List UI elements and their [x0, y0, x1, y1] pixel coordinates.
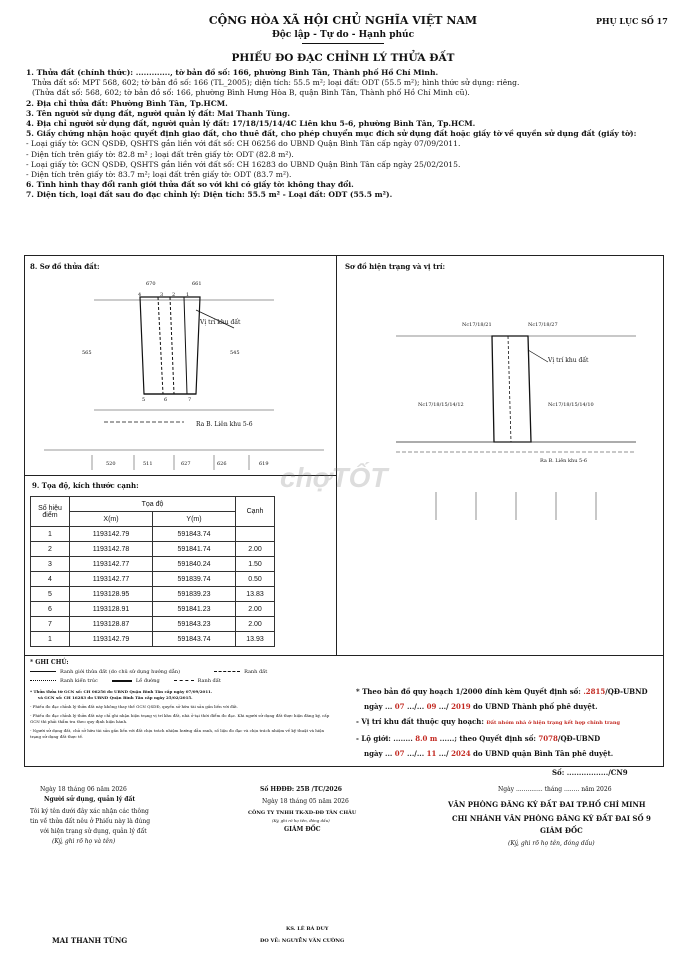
planning-text: /QĐ-UBND [605, 687, 648, 696]
point-label: 7 [188, 397, 192, 403]
table-row: 5 1193128.95 591839.23 13.83 [31, 587, 275, 602]
parcel-boundary [140, 297, 200, 394]
office-director: GIÁM ĐỐC [540, 826, 583, 835]
neighbor-label: Nc17/18/27 [528, 322, 558, 328]
owner-statement: Tôi ký tên dưới đây xác nhận các thông [30, 808, 149, 815]
note-line: và GCN số: CH 16283 do UBND Quận Bình Tân cấp ngày 25/02/2015. [38, 695, 193, 700]
owner-statement: với hiện trạng sử dụng, quản lý đất [40, 828, 147, 835]
table-row: 6 1193128.91 591841.23 2.00 [31, 602, 275, 617]
office-branch: CHI NHÁNH VĂN PHÒNG ĐĂNG KÝ ĐẤT ĐAI SỐ 9 [452, 814, 651, 823]
land-info [26, 68, 676, 201]
col-point: Số hiệu điểm [31, 497, 70, 527]
motto-underline [302, 43, 384, 44]
parcel-split [184, 297, 187, 394]
neighbor-parcel: 661 [192, 281, 202, 287]
legend-text: Ranh giới thửa đất (do chủ sử dụng hướng dẫn) [60, 668, 181, 675]
col-x: X(m) [70, 512, 153, 527]
office-sign-hint: (Ký, ghi rõ họ tên, đóng dấu) [508, 840, 595, 847]
info-line: 5. Giấy chứng nhận hoặc quyết định giao đất, cho thuê đất, cho phép chuyển mục đích sử dụng đất hoặc giấy tờ về quyền sử dụng đất (giấy tờ): [26, 129, 637, 139]
parcel-boundary [492, 336, 531, 442]
neighbor-label: Nc17/18/21 [462, 322, 492, 328]
neighbor-parcel: 545 [230, 350, 240, 356]
planning-text: * Theo bản đồ quy hoạch 1/2000 đính kèm Quyết định số: [356, 687, 581, 696]
site-sketch-title: Sơ đồ hiện trạng và vị trí: [345, 262, 446, 271]
notes-divider [24, 655, 663, 656]
coords-title: 9. Tọa độ, kích thước cạnh: [32, 481, 139, 490]
planning-block: * Theo bản đồ quy hoạch 1/2000 đính kèm Quyết định số: .2815/QĐ-UBND ngày ... 07 .../... 09 .../ 2019 do UBND Thành phố phê duyệt. - Vị trí khu đất thuộc quy hoạch: Đất nhóm nhà ở hiện trạng kết hợp chỉnh trang - Lộ giới: ........ 8.0 m ......; theo Quyết định số: 7078/QĐ-UBND ngày ... 07 .../... 11 .../ 2024 do UBND quận Bình Tân phê duyệt. [356, 687, 648, 758]
planning-value: .2815 [583, 687, 606, 696]
info-line: (Thửa đất số: 568, 602; tờ bản đồ số: 166, phường Bình Hưng Hòa B, quận Bình Tân, Thành phố Hồ Chí Minh cũ). [32, 88, 470, 98]
appendix-label: PHỤ LỤC SỐ 17 [596, 16, 668, 26]
col-y: Y(m) [153, 512, 236, 527]
neighbor-label: Nc17/18/15/14/12 [418, 402, 464, 408]
info-line: 2. Địa chỉ thửa đất: Phường Bình Tân, Tp.HCM. [26, 98, 228, 108]
neighbor-label: Nc17/18/15/14/10 [548, 402, 594, 408]
neighbor-parcel: 670 [146, 281, 156, 287]
company-name: CÔNG TY TNHH TK-XD-ĐĐ TÂN CHÂU [248, 810, 357, 816]
owner-statement: tin về thửa đất nêu ở Phiếu này là đúng [30, 818, 151, 825]
note-line: - Người sử dụng đất, chủ sở hữu tài sản gắn liền với đất chịu trách nhiệm hướng dẫn ranh, số liệu đo đạc và chịu trách nhiệm về kỹ thuật và hiện trạng sử dụng đất thực tế. [30, 728, 325, 739]
info-line: - Diện tích trên giấy tờ: 82.8 m² ; loại đất trên giấy tờ: ODT (82.8 m²). [26, 149, 294, 159]
motto: Độc lập - Tự do - Hạnh phúc [271, 30, 415, 40]
sketch8-location-label: Vị trí khu đất [200, 319, 241, 326]
notes-block [30, 667, 330, 740]
contract-number: Số HĐĐĐ: 25B /TC/2026 [260, 786, 342, 793]
table-row: 1 1193142.79 591843.74 13.93 [31, 632, 275, 647]
note-line: * Thửa thửa từ GCN số: CH 06256 do UBND Quận Bình Tân cấp ngày 07/09/2011. [30, 689, 213, 694]
point-label: 6 [164, 397, 168, 403]
neighbor-parcel: 627 [181, 461, 191, 467]
point-label: 3 [160, 292, 164, 298]
info-line: 3. Tên người sử dụng đất, người quản lý đất: Mai Thanh Tùng. [26, 108, 290, 118]
watermark-logo: chợTỐT [280, 462, 388, 493]
company-director: GIÁM ĐỐC [284, 826, 321, 833]
notes-title: * GHI CHÚ: [30, 659, 69, 666]
neighbor-parcel: 565 [82, 350, 92, 356]
legend-text: Ranh đất [197, 677, 221, 684]
sketch8-road-label: Ra B. Liên khu 5-6 [196, 421, 253, 428]
office-date: Ngày .............. tháng ........ năm 2026 [498, 786, 612, 793]
legend-text: Lề đường [135, 677, 160, 684]
note-line: - Phiếu đo đạc chỉnh lý thửa đất này không thay thế GCN QSDĐ, quyền sở hữu tài sản gắn liền với đất. [30, 704, 239, 709]
info-line: 7. Diện tích, loại đất sau đo đạc chỉnh lý: Diện tích: 55.5 m² - Loại đất: ODT (55.5 m²). [26, 190, 393, 200]
coords-table [30, 496, 275, 647]
owner-name: MAI THANH TÙNG [52, 936, 128, 945]
legend-text: Ranh kiến trúc [60, 677, 98, 684]
parcel-split [170, 297, 174, 394]
info-line: 4. Địa chỉ người sử dụng đất, người quản lý đất: 17/18/15/14/4C Liên khu 5-6, phường Bình Tân, Tp.HCM. [26, 119, 476, 129]
owner-sign-hint: (Ký, ghi rõ họ và tên) [52, 838, 116, 845]
point-label: 1 [186, 292, 190, 298]
surveyor-name: ĐO VẼ: NGUYỄN VĂN CƯỜNG [260, 938, 345, 944]
info-line: 1. Thửa đất (chính thức): ............., tờ bản đồ số: 166, phường Bình Tân, Thành phố Hồ Chí Minh. [26, 68, 439, 77]
info-line: Thửa đất số: MPT 568, 602; tờ bản đồ số: 166 (TL_2005); diện tích: 55.5 m²; loại đất: ODT (55.5 m²); hình thức sử dụng: riêng. [32, 78, 520, 88]
table-row: 1 1193142.79 591843.74 [31, 527, 275, 542]
info-line: - Diện tích trên giấy tờ: 83.7 m²; loại đất trên giấy tờ: ODT (83.7 m²). [26, 170, 292, 180]
engineer-name: KS. LÊ BÁ DUY [286, 926, 329, 932]
site-location-label: Vị trí khu đất [548, 357, 589, 364]
table-row: 4 1193142.77 591839.74 0.50 [31, 572, 275, 587]
info-line: 6. Tình hình thay đổi ranh giới thửa đất so với khi có giấy tờ: không thay đổi. [26, 180, 354, 190]
neighbor-parcel: 626 [217, 461, 227, 467]
legend-text: Ranh đất [244, 668, 268, 675]
sketch8-title: 8. Sơ đồ thửa đất: [30, 262, 100, 271]
company-sign-hint: (Ký, ghi rõ họ tên, đóng dấu) [272, 818, 330, 823]
point-label: 4 [138, 292, 142, 298]
neighbor-parcel: 520 [106, 461, 116, 467]
neighbor-parcel: 511 [143, 461, 153, 467]
col-edge: Cạnh [236, 497, 275, 527]
nation-title: CỘNG HÒA XÃ HỘI CHỦ NGHĨA VIỆT NAM [208, 14, 478, 27]
point-label: 5 [142, 397, 146, 403]
parcel-split [158, 297, 163, 394]
table-row: 2 1193142.78 591841.74 2.00 [31, 542, 275, 557]
col-coord: Tọa độ [70, 497, 236, 512]
table-row: 7 1193128.87 591843.23 2.00 [31, 617, 275, 632]
office-org: VĂN PHÒNG ĐĂNG KÝ ĐẤT ĐAI TP.HỒ CHÍ MINH [448, 800, 646, 809]
info-line: - Loại giấy tờ: GCN QSDĐ, QSHTS gắn liền với đất số: CH 16283 do UBND Quận Bình Tân cấp ngày 25/02/2015. [26, 159, 461, 169]
owner-date: Ngày 18 tháng 06 năm 2026 [40, 786, 127, 793]
doc-number: Số: ................./CN9 [552, 768, 628, 777]
land-sketch [24, 270, 336, 475]
company-date: Ngày 18 tháng 05 năm 2026 [262, 798, 349, 805]
neighbor-parcel: 619 [259, 461, 269, 467]
owner-role: Người sử dụng, quản lý đất [44, 796, 136, 803]
note-line: - Phiếu đo đạc chỉnh lý thửa đất này chỉ ghi nhận hiện trạng vị trí khu đất, nhà ở tại thời điểm đo đạc. Khi người sử dụng đất thực hiện đăng ký, cấp GCN thì phải thẩm tra theo quy định hiện hành. [30, 713, 330, 724]
info-line: - Loại giấy tờ: GCN QSDĐ, QSHTS gắn liền với đất số: CH 06256 do UBND Quận Bình Tân cấp ngày 07/09/2011. [26, 139, 461, 149]
point-label: 2 [172, 292, 176, 298]
site-road-label: Ra B. Liên khu 5-6 [540, 458, 588, 464]
table-row: 3 1193142.77 591840.24 1.50 [31, 557, 275, 572]
document-title: PHIẾU ĐO ĐẠC CHỈNH LÝ THỬA ĐẤT [231, 52, 455, 64]
